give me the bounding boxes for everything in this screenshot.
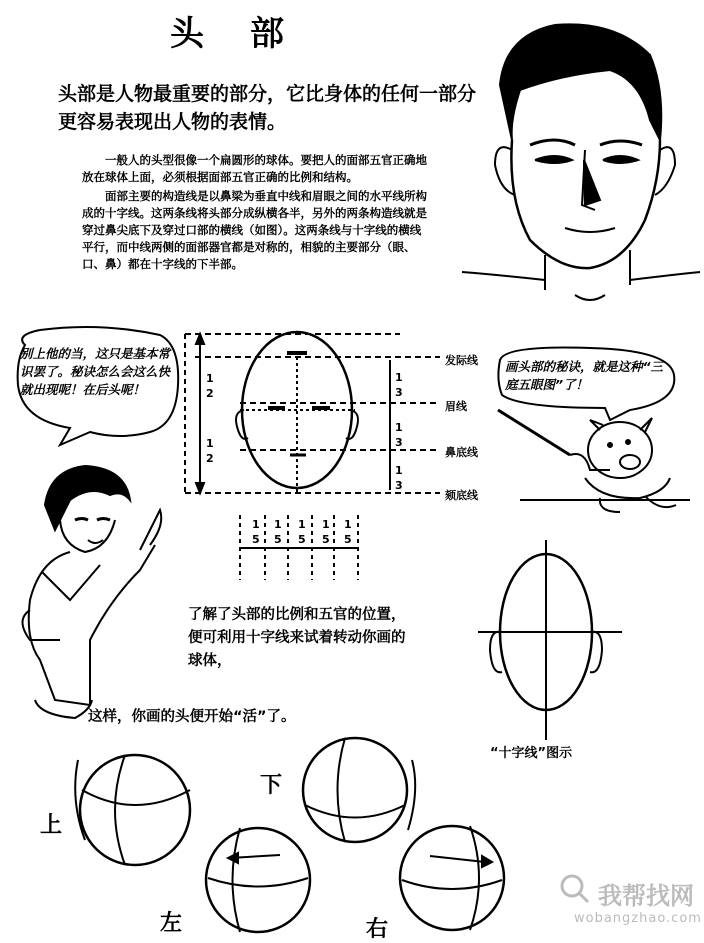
watermark-sub: wobangzhao.com bbox=[574, 911, 702, 926]
half-bottom-label: 1 2 bbox=[206, 437, 214, 465]
body-paragraph-2: 面部主要的构造线是以鼻梁为垂直中线和眉眼之间的水平线所构成的十字线。这两条线将头部分成纵横各半，另外的两条构造线就是穿过鼻尖底下及穿过口部的横线（如图）。这两条线与十字线的横线平行，而中线两侧的面部器官都是对称的，相貌的主要部分（眼、口、鼻）都在十字线的下半部。 bbox=[82, 189, 427, 271]
watermark-main: 我帮找网 bbox=[598, 882, 694, 910]
alive-text: 这样，你画的头便开始“活”了。 bbox=[88, 709, 296, 725]
body-paragraph-1: 一般人的头型很像一个扁圆形的球体。要把人的面部五官正确地放在球体上面，必须根据面部五官正确的比例和结构。 bbox=[82, 153, 427, 184]
fifth-label-5: 1 5 bbox=[344, 518, 352, 546]
rotation-text: 了解了头部的比例和五官的位置，便可利用十字线来试着转动你画的球体， bbox=[188, 607, 406, 669]
direction-right: 右 bbox=[366, 917, 389, 942]
third-bottom-label: 1 3 bbox=[395, 464, 403, 492]
left-bubble-text: 别上他的当，这只是基本常识罢了。秘诀怎么会这么快就出现呢！在后头呢！ bbox=[20, 346, 171, 397]
cross-line-caption: “十字线”图示 bbox=[490, 746, 573, 761]
chin-line-label: 颏底线 bbox=[445, 489, 478, 502]
man-portrait bbox=[462, 24, 700, 300]
fifth-label-2: 1 5 bbox=[274, 518, 282, 546]
sphere-left bbox=[206, 828, 310, 932]
left-bubble bbox=[18, 327, 179, 445]
half-top-label: 1 2 bbox=[206, 372, 214, 400]
third-top-label: 1 3 bbox=[395, 371, 403, 399]
fifth-label-4: 1 5 bbox=[322, 518, 330, 546]
page-title: 头 部 bbox=[170, 14, 290, 54]
intro-paragraph: 头部是人物最重要的部分，它比身体的任何一部分更容易表现出人物的表情。 bbox=[58, 83, 477, 133]
sphere-up bbox=[75, 755, 190, 865]
proportion-diagram bbox=[185, 332, 440, 580]
sphere-right bbox=[400, 826, 504, 930]
direction-down: 下 bbox=[260, 773, 283, 798]
nose-base-line-label: 鼻底线 bbox=[445, 446, 478, 459]
pig-figure bbox=[498, 410, 690, 512]
search-icon bbox=[562, 876, 588, 902]
hairline-label: 发际线 bbox=[445, 354, 478, 367]
right-bubble bbox=[498, 348, 674, 421]
direction-up: 上 bbox=[40, 813, 63, 838]
third-mid-label: 1 3 bbox=[395, 421, 403, 449]
fifth-label-3: 1 5 bbox=[298, 518, 306, 546]
boy-figure bbox=[23, 466, 162, 718]
brow-line-label: 眉线 bbox=[445, 400, 467, 413]
cross-line-diagram bbox=[478, 540, 622, 740]
right-bubble-text: 画头部的秘诀，就是这种“三庭五眼图”了！ bbox=[505, 359, 664, 392]
direction-left: 左 bbox=[160, 911, 183, 936]
sphere-down bbox=[303, 738, 415, 842]
fifth-label-1: 1 5 bbox=[252, 518, 260, 546]
